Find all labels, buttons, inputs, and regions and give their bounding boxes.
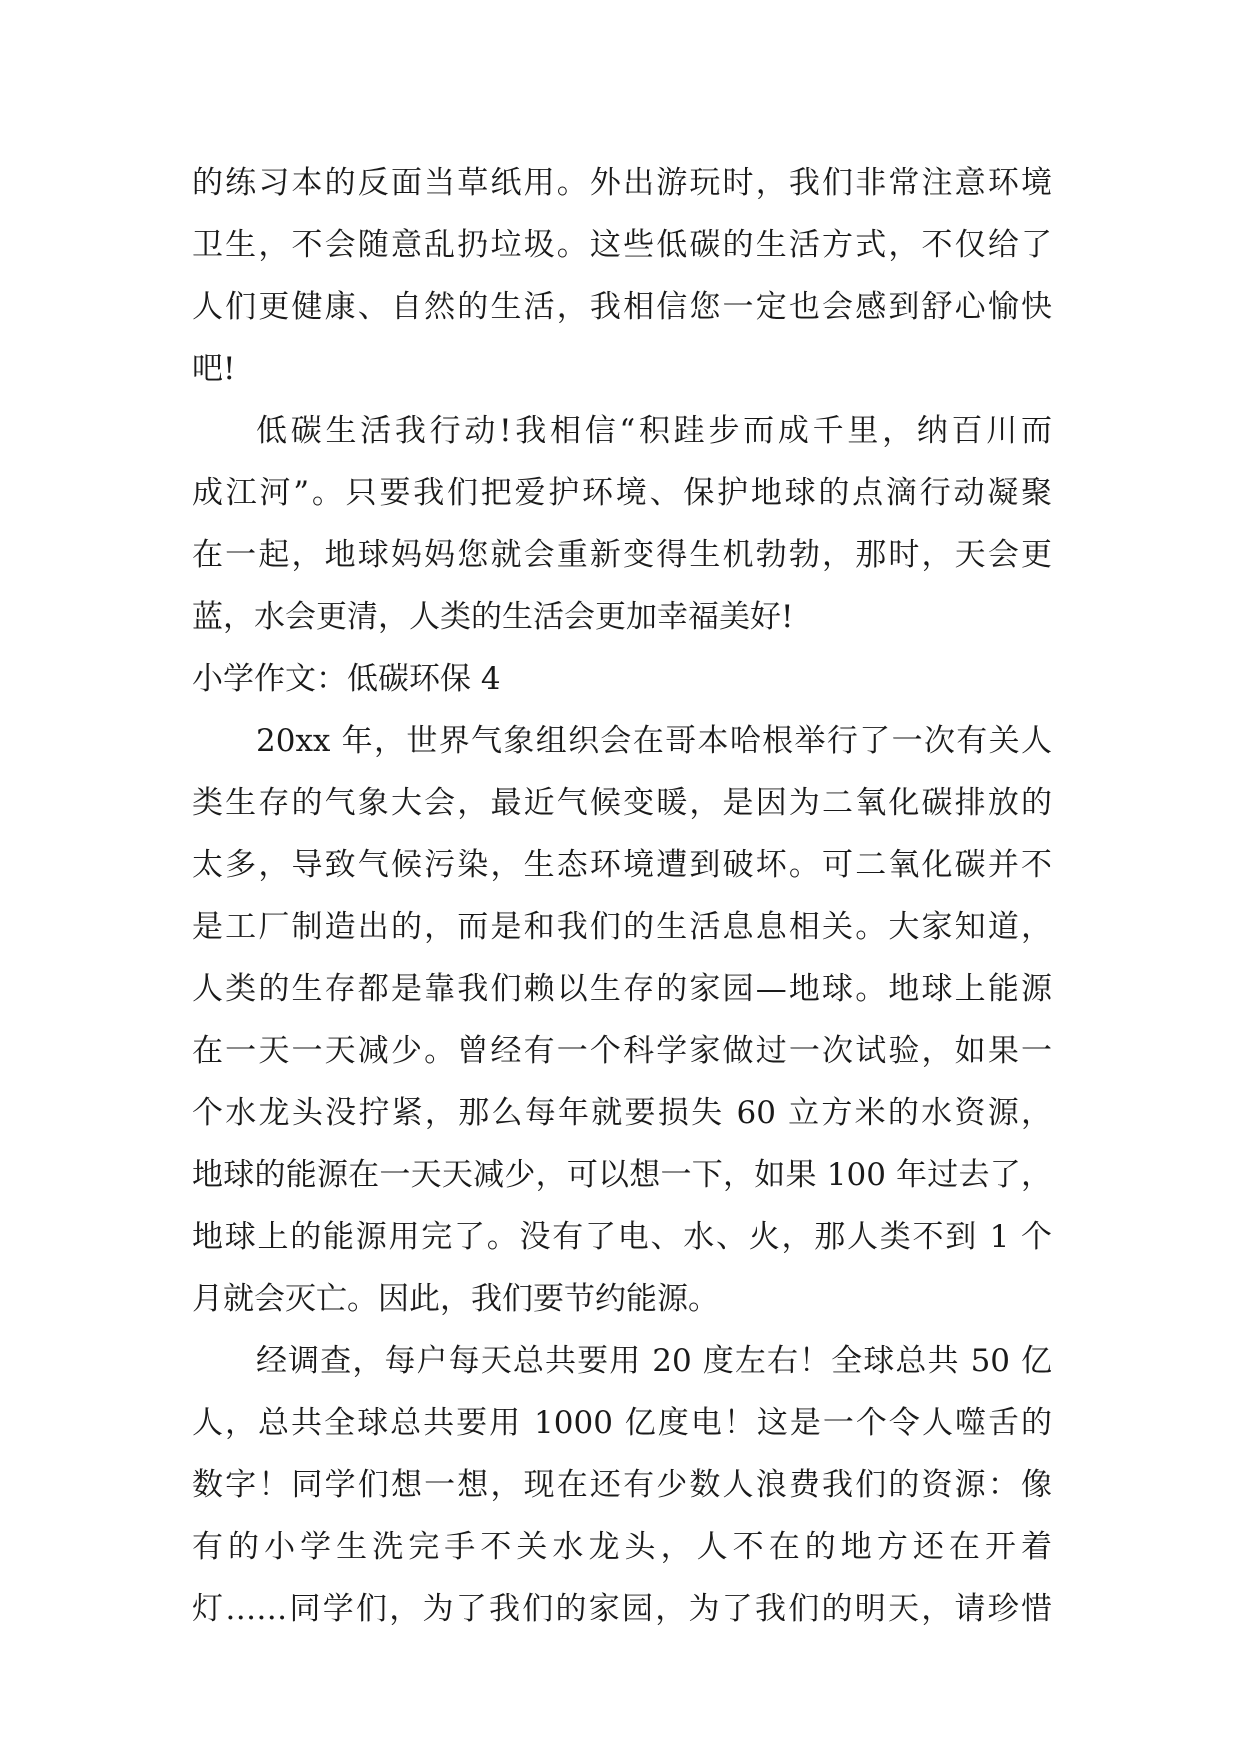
text-line: 人，总共全球总共要用 1000 亿度电！这是一个令人噬舌的: [192, 1405, 1052, 1441]
text-line: 月就会灭亡。因此，我们要节约能源。: [192, 1281, 719, 1317]
text-line: 有的小学生洗完手不关水龙头，人不在的地方还在开着: [192, 1529, 1052, 1565]
text-line: 个水龙头没拧紧，那么每年就要损失 60 立方米的水资源，: [192, 1095, 1052, 1131]
text-line: 在一天一天减少。曾经有一个科学家做过一次试验，如果一: [192, 1033, 1052, 1069]
text-line: 地球的能源在一天天减少，可以想一下，如果 100 年过去了，: [192, 1157, 1052, 1193]
text-line: 的练习本的反面当草纸用。外出游玩时，我们非常注意环境: [192, 165, 1052, 201]
text-line: 灯……同学们，为了我们的家园，为了我们的明天，请珍惜: [192, 1591, 1052, 1627]
text-line: 类生存的气象大会，最近气候变暖，是因为二氧化碳排放的: [192, 785, 1052, 821]
text-line: 卫生，不会随意乱扔垃圾。这些低碳的生活方式，不仅给了: [192, 227, 1052, 263]
paragraph-3: [192, 710, 1052, 1330]
document-body: [192, 152, 1052, 1640]
text-line: 是工厂制造出的，而是和我们的生活息息相关。大家知道，: [192, 909, 1052, 945]
text-line: 蓝，水会更清，人类的生活会更加幸福美好!: [192, 599, 794, 635]
paragraph-1: [192, 152, 1052, 400]
text-line: 数字！同学们想一想，现在还有少数人浪费我们的资源：像: [192, 1467, 1052, 1503]
text-line: 经调查，每户每天总共要用 20 度左右！全球总共 50 亿: [256, 1343, 1052, 1379]
paragraph-4: [192, 1330, 1052, 1640]
text-line: 在一起，地球妈妈您就会重新变得生机勃勃，那时，天会更: [192, 537, 1052, 573]
text-line: 太多，导致气候污染，生态环境遭到破坏。可二氧化碳并不: [192, 847, 1052, 883]
paragraph-2: [192, 400, 1052, 648]
text-line: 成江河”。只要我们把爱护环境、保护地球的点滴行动凝聚: [192, 475, 1052, 511]
text-line: 人类的生存都是靠我们赖以生存的家园—地球。地球上能源: [192, 971, 1052, 1007]
text-line: 20xx 年，世界气象组织会在哥本哈根举行了一次有关人: [256, 723, 1052, 759]
text-line: 地球上的能源用完了。没有了电、水、火，那人类不到 1 个: [192, 1219, 1052, 1255]
text-line: 吧!: [192, 351, 236, 387]
text-line: 人们更健康、自然的生活，我相信您一定也会感到舒心愉快: [192, 289, 1052, 325]
section-title: 小学作文：低碳环保 4: [192, 661, 501, 697]
text-line: 低碳生活我行动!我相信“积跬步而成千里，纳百川而: [256, 413, 1052, 449]
